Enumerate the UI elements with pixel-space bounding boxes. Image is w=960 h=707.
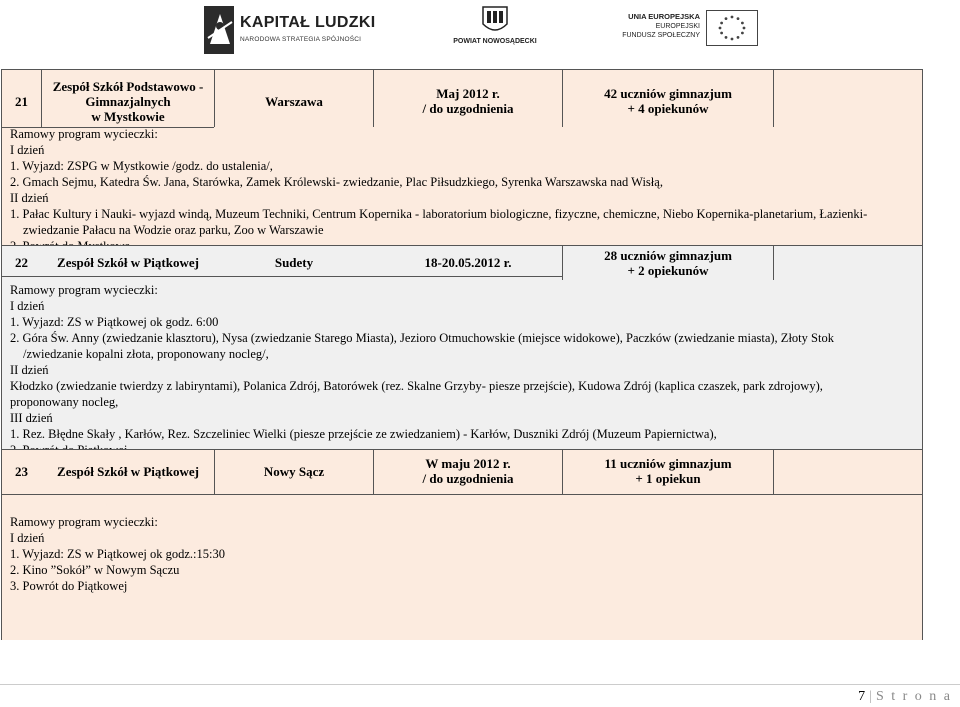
school-name: Zespół Szkół w Piątkowej	[57, 255, 199, 270]
powiat-logo	[450, 6, 540, 54]
footer-divider	[0, 684, 960, 685]
row-number: 22	[15, 255, 28, 270]
page-header	[0, 0, 960, 62]
powiat-name: POWIAT NOWOSĄDECKI	[453, 38, 537, 45]
eu-line-3: FUNDUSZ SPOŁECZNY	[622, 32, 700, 39]
footer-separator: |	[869, 689, 872, 704]
trip-date: 18-20.05.2012 r.	[424, 255, 512, 270]
row-number: 21	[15, 94, 28, 109]
eu-line-1: UNIA EUROPEJSKA	[628, 12, 700, 21]
kapital-ludzki-subtitle: NARODOWA STRATEGIA SPÓJNOŚCI	[240, 36, 362, 43]
coat-of-arms-icon	[482, 6, 508, 36]
participants: 11 uczniów gimnazjum + 1 opiekun	[604, 456, 732, 486]
destination: Nowy Sącz	[263, 464, 325, 479]
eu-flag-icon	[706, 10, 758, 46]
trip-program: Ramowy program wycieczki: I dzień 1. Wyjazd: ZSPG w Mystkowie /godz. do ustalenia/, 2. Gmach Sejmu, Katedra Św. Jana, Starówka, Zamek Królewski- zwiedzanie, Plac Piłsudzkiego, Syrenka Warszawska nad Wisłą, II dzień 1. Pałac Kultury i Nauki- wyjazd windą, Muzeum Techniki, Centrum Kopernika - laboratorium biologiczne, fizyczne, chemiczne, Niebo Kopernika-planetarium, Łazienki- zwiedzanie Pałacu na Wodzie oraz parku, Zoo w Warszawie	[10, 127, 868, 237]
trip-date: W maju 2012 r. / do uzgodnienia	[422, 456, 514, 486]
trip-program: Ramowy program wycieczki: I dzień 1. Wyjazd: ZS w Piątkowej ok godz.:15:30 2. Kino ”Sokół” w Nowym Sączu 3. Powrót do Piątkowej	[10, 515, 225, 593]
kapital-ludzki-emblem-icon	[202, 4, 238, 56]
trip-date: Maj 2012 r. / do uzgodnienia	[422, 86, 514, 116]
eu-line-2: EUROPEJSKI	[655, 23, 700, 30]
page-footer	[858, 689, 952, 705]
table-row-22	[2, 245, 922, 449]
destination: Warszawa	[265, 94, 323, 109]
page-number: 7	[858, 689, 866, 704]
participants: 28 uczniów gimnazjum + 2 opiekunów	[604, 248, 732, 278]
table-row-23	[2, 449, 922, 640]
school-name: Zespół Szkół w Piątkowej	[57, 464, 199, 479]
trips-table	[1, 69, 923, 640]
kapital-ludzki-logo	[202, 4, 376, 56]
table-row-21	[2, 70, 922, 245]
trip-program: Ramowy program wycieczki: I dzień 1. Wyjazd: ZS w Piątkowej ok godz. 6:00 2. Góra Św. Anny (zwiedzanie klasztoru), Nysa (zwiedzanie Starego Miasta), Jezioro Otmuchowskie (miejsce widokowe), Paczków (zwiedzanie miasta), Złoty Stok /zwiedzanie kopalni złota, proponowany nocleg/, II dzień Kłodzko (zwiedzanie twierdzy z labiryntami), Polanica Zdrój, Batorówek (rez. Skalne Grzyby- piesze przejście), Kudowa Zdrój (kaplica czaszek, park zdrojowy), proponowany nocleg, III dzień 1. Rez. Błędne Skały , Karłów, Rez. Szczeliniec Wielki (piesze przejście ze zwiedzaniem) - Karłów, Duszniki Zdrój (Muzeum Papiernictwa),	[10, 283, 834, 441]
destination: Sudety	[274, 255, 314, 270]
school-name: Zespół Szkół Podstawowo - Gimnazjalnych w Mystkowie	[52, 79, 204, 124]
kapital-ludzki-title: KAPITAŁ LUDZKI	[240, 14, 376, 31]
page-label: S t r o n a	[875, 689, 952, 704]
row-number: 23	[15, 464, 28, 479]
participants: 42 uczniów gimnazjum + 4 opiekunów	[604, 86, 732, 116]
eu-logo	[622, 10, 762, 50]
eu-stars-icon	[707, 11, 757, 45]
